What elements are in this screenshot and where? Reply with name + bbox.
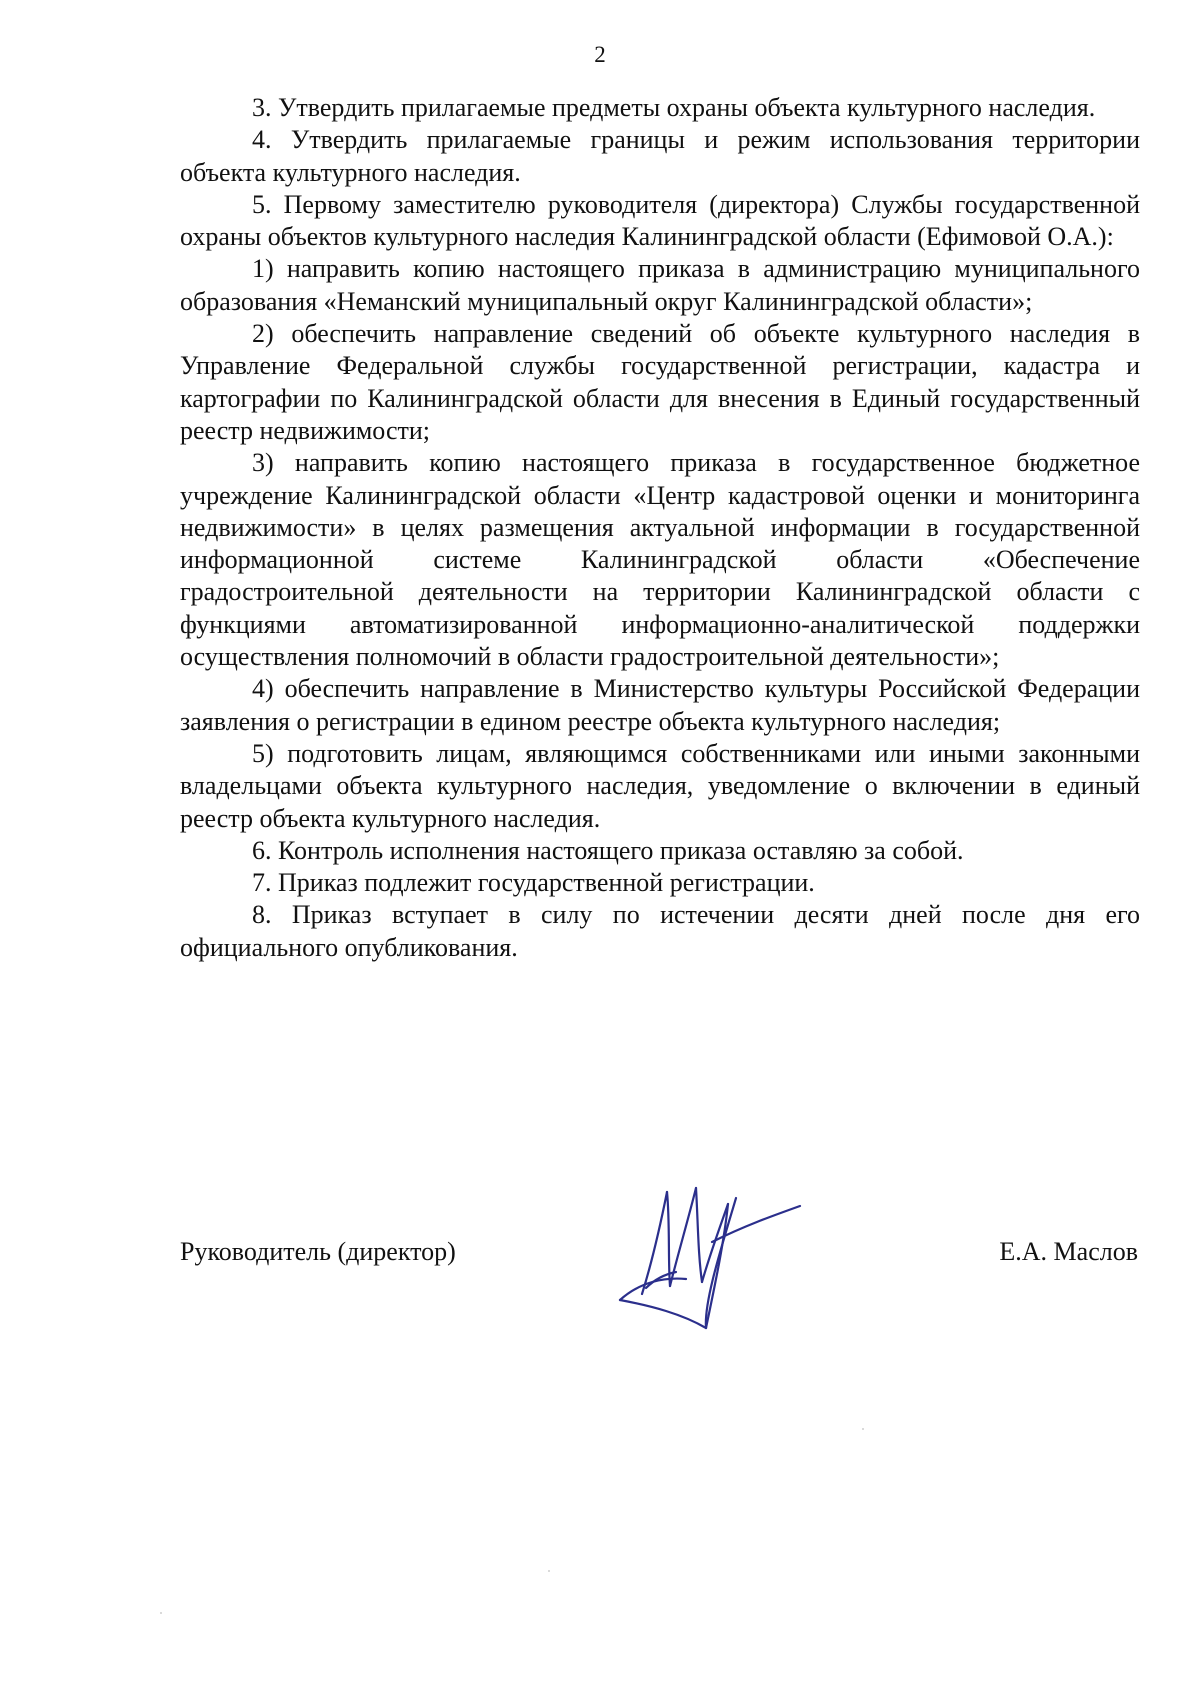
scan-speck [548, 1570, 550, 1572]
subparagraph-5-3: 3) направить копию настоящего приказа в государственное бюджетное учреждение Калининградской области «Центр кадастровой оценки и мониторинга недвижимости» в целях размещения актуальной информации в государственной информационной системе Калининградской области «Обеспечение градостроительной деятельности на территории Калининградской области с функциями автоматизированной информационно-аналитической поддержки осуществления полномочий в области градостроительной деятельности»; [180, 448, 1140, 672]
signatory-title: Руководитель (директор) [180, 1237, 456, 1266]
subparagraph-5-1: 1) направить копию настоящего приказа в администрацию муниципального образования «Неманский муниципальный округ Калининградской области»; [180, 254, 1140, 316]
signatory-name: Е.А. Маслов [999, 1237, 1138, 1266]
document-body [180, 92, 1140, 964]
paragraph-item-6: 6. Контроль исполнения настоящего приказа оставляю за собой. [252, 835, 964, 865]
subparagraph-5-5: 5) подготовить лицам, являющимся собственниками или иными законными владельцами объекта культурного наследия, уведомление о включении в единый реестр объекта культурного наследия. [180, 738, 1140, 833]
paragraph-item-8: 8. Приказ вступает в силу по истечении десяти дней после дня его официального опубликования. [180, 900, 1140, 962]
page-number: 2 [594, 42, 606, 67]
paragraph-item-4: 4. Утвердить прилагаемые границы и режим использования территории объекта культурного наследия. [180, 125, 1140, 187]
subparagraph-5-2: 2) обеспечить направление сведений об объекте культурного наследия в Управление Федеральной службы государственной регистрации, кадастра и картографии по Калининградской области для внесения в Единый государственный реестр недвижимости; [180, 319, 1140, 445]
scan-speck [160, 1612, 162, 1614]
scan-speck [862, 1428, 864, 1430]
signature-strokes [620, 1188, 800, 1328]
paragraph-item-5: 5. Первому заместителю руководителя (директора) Службы государственной охраны объектов культурного наследия Калининградской области (Ефимовой О.А.): [180, 189, 1140, 252]
handwritten-signature [612, 1182, 812, 1332]
paragraph-item-7: 7. Приказ подлежит государственной регистрации. [252, 868, 815, 898]
paragraph-item-3: 3. Утвердить прилагаемые предметы охраны объекта культурного наследия. [252, 93, 1096, 122]
subparagraph-5-4: 4) обеспечить направление в Министерство культуры Российской Федерации заявления о регистрации в едином реестре объекта культурного наследия; [180, 674, 1140, 736]
